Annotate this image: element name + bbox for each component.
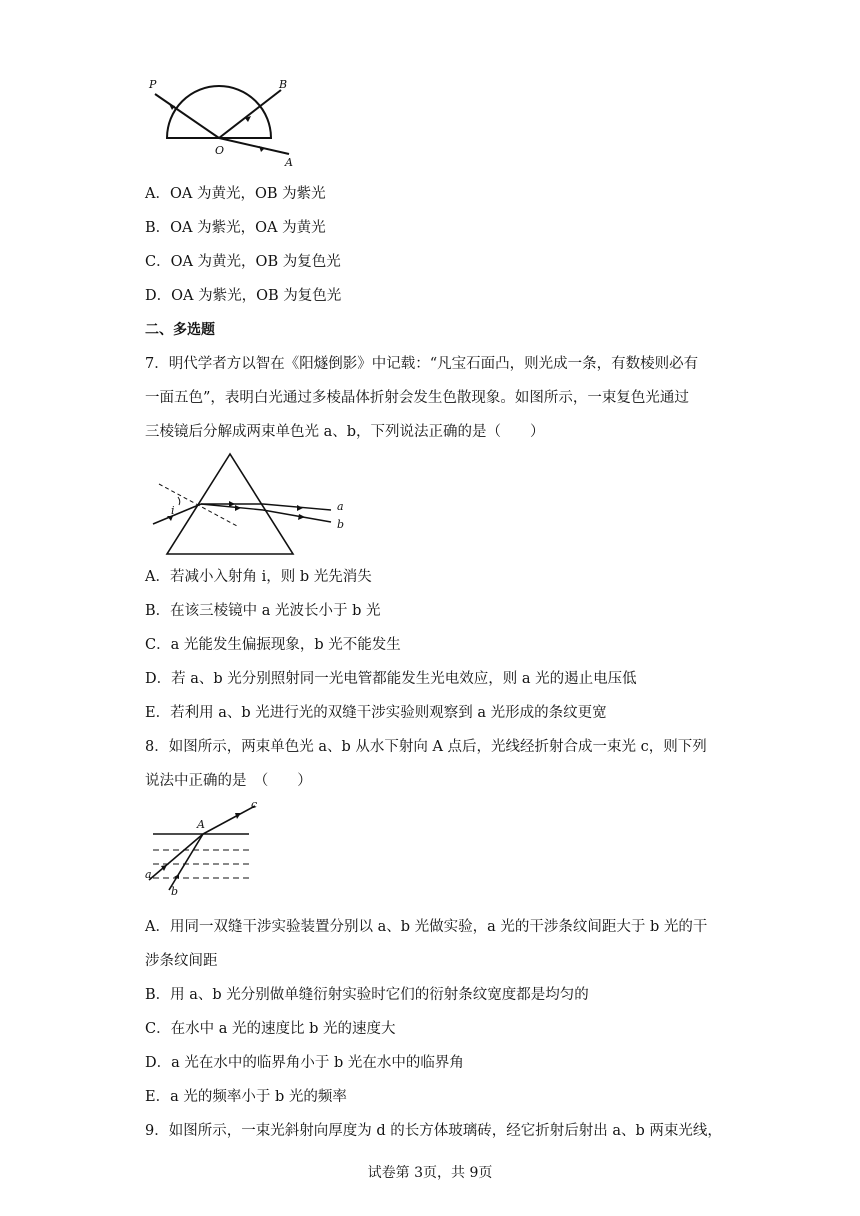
page-footer: 试卷第 3页，共 9页 [367,1165,493,1181]
label-P: P [149,78,157,91]
q6-option-b: B．OA 为紫光，OA 为黄光 [145,220,326,236]
label-a: a [145,868,152,881]
q8-option-b: B．用 a、b 光分别做单缝衍射实验时它们的衍射条纹宽度都是均匀的 [145,987,589,1003]
label-A: A [197,818,205,831]
q7-option-c: C．a 光能发生偏振现象，b 光不能发生 [145,637,401,653]
q6-option-c: C．OA 为黄光，OB 为复色光 [145,254,341,270]
q7-stem-line-2: 一面五色”，表明白光通过多棱晶体折射会发生色散现象。如图所示，一束复色光通过 [145,390,689,406]
label-b: b [171,885,179,895]
section-title: 二、多选题 [145,322,215,338]
label-b: b [337,518,345,531]
q6-option-a: A．OA 为黄光，OB 为紫光 [145,186,326,202]
q7-stem-line-1: 7．明代学者方以智在《阳燧倒影》中记载：“凡宝石面凸，则光成一条，有数棱则必有 [145,356,699,372]
q8-option-a-line-2: 涉条纹间距 [145,953,218,969]
q7-option-b: B．在该三棱镜中 a 光波长小于 b 光 [145,603,381,619]
q8-stem-line-1: 8．如图所示，两束单色光 a、b 从水下射向 A 点后，光线经折射合成一束光 c，则下列 [145,739,707,755]
q7-option-d: D．若 a、b 光分别照射同一光电管都能发生光电效应，则 a 光的遏止电压低 [145,671,637,687]
label-B: B [279,78,288,91]
q7-option-a: A．若减小入射角 i，则 b 光先消失 [145,569,372,585]
q7-option-e: E．若利用 a、b 光进行光的双缝干涉实验则观察到 a 光形成的条纹更宽 [145,705,607,721]
q8-option-a-line-1: A．用同一双缝干涉实验装置分别以 a、b 光做实验，a 光的干涉条纹间距大于 b 光的干 [145,919,708,935]
q8-option-e: E．a 光的频率小于 b 光的频率 [145,1089,347,1105]
figure-q6-semicircle [145,72,315,172]
label-i: i [171,504,175,517]
label-c: c [251,800,258,811]
label-a: a [337,500,344,513]
q6-option-d: D．OA 为紫光，OB 为复色光 [145,288,342,304]
label-A: A [285,156,293,169]
q8-option-c: C．在水中 a 光的速度比 b 光的速度大 [145,1021,396,1037]
q8-option-d: D．a 光在水中的临界角小于 b 光在水中的临界角 [145,1055,464,1071]
label-O: O [215,144,225,157]
q8-stem-line-2: 说法中正确的是 （ ） [145,773,312,789]
q9-stem-line-1: 9．如图所示，一束光斜射向厚度为 d 的长方体玻璃砖，经它折射后射出 a、b 两束光线， [145,1123,722,1139]
figure-q8-water [145,800,260,895]
q7-stem-line-3: 三棱镜后分解成两束单色光 a、b，下列说法正确的是（ ） [145,424,545,440]
figure-q7-prism [145,452,365,562]
